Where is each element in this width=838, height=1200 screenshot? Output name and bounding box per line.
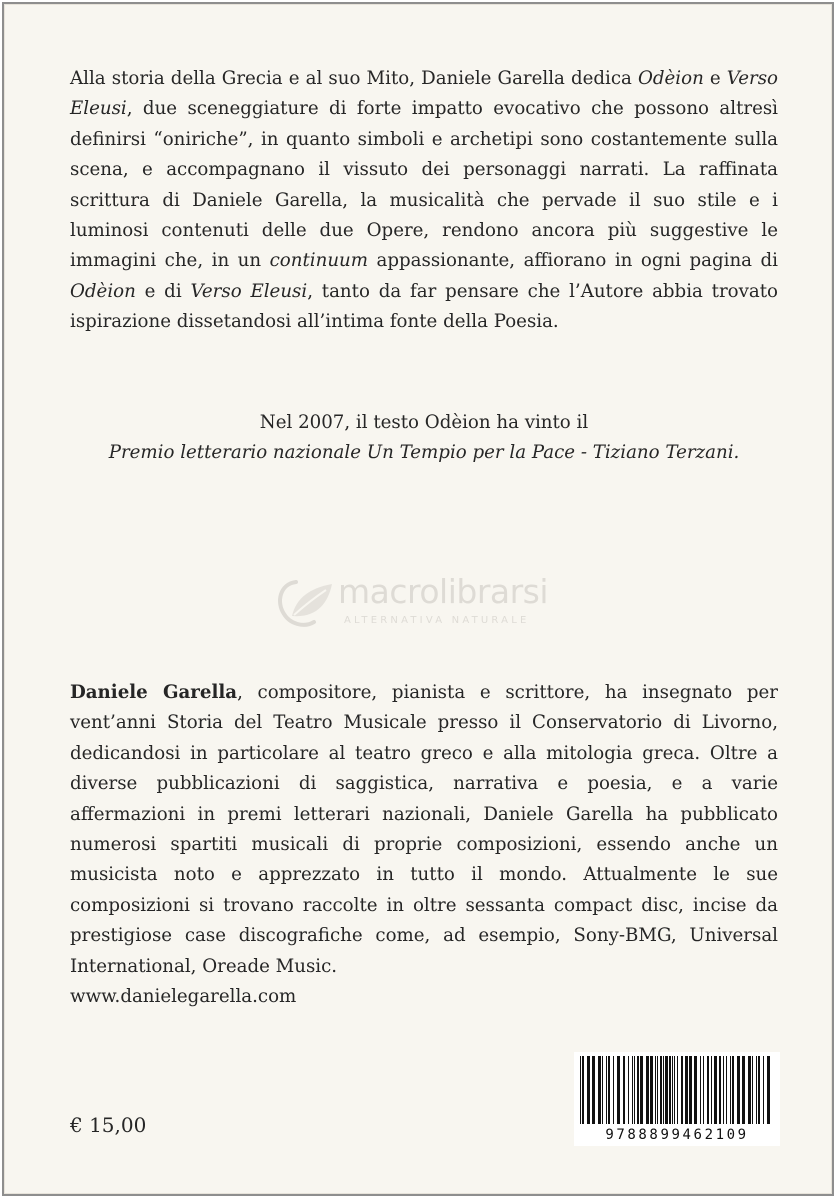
barcode-bar <box>660 1056 662 1124</box>
barcode-bar <box>767 1056 770 1124</box>
barcode-bar <box>756 1056 757 1124</box>
barcode-bar <box>613 1056 614 1124</box>
author-website: www.danielegarella.com <box>70 986 297 1008</box>
barcode-bar <box>646 1056 649 1124</box>
barcode-bar <box>628 1056 629 1124</box>
barcode-bar <box>655 1056 656 1124</box>
author-name: Daniele Garella <box>70 682 238 703</box>
barcode-bar <box>677 1056 678 1124</box>
barcode-bar <box>689 1056 692 1124</box>
description-text-6: , tanto da far pensare che l’Autore abbia trovato ispirazione dissetandosi all’intima fonte della Poesia. <box>70 280 778 333</box>
description-text-4: appassionante, affiorano in ogni pagina di <box>368 250 778 272</box>
barcode-bar <box>580 1056 581 1124</box>
price: € 15,00 <box>70 1113 147 1137</box>
barcode-bar <box>665 1056 668 1124</box>
barcode-bar <box>711 1056 712 1124</box>
leaf-logo-icon <box>274 576 336 630</box>
barcode-bar <box>707 1056 709 1124</box>
barcode-bar <box>730 1056 731 1124</box>
award-note <box>44 408 804 469</box>
title-verso-eleusi-2: Verso Eleusi <box>190 280 308 302</box>
barcode-bar <box>694 1056 697 1124</box>
barcode-bar <box>737 1056 740 1124</box>
barcode-bar <box>703 1056 704 1124</box>
barcode-bar <box>672 1056 673 1124</box>
barcode-bar <box>674 1056 675 1124</box>
barcode-bar <box>640 1056 643 1124</box>
barcode-bar <box>634 1056 635 1124</box>
description-text-5: e di <box>135 280 191 302</box>
barcode-bar <box>681 1056 683 1124</box>
description-text-3: , due sceneggiature di forte impatto evocativo che possono altresì definirsi “oniriche”, in quanto simboli e archetipi sono costantemente sulla scena, e accompagnano il vissuto dei personaggi narrati. La raffinata scrittura di Daniele Garella, la musicalità che pervade il suo stile e i luminosi contenuti delle due Opere, rendono ancora più suggestive le immagini che, in un <box>70 98 778 272</box>
barcode-number: 9788899462109 <box>574 1126 780 1144</box>
title-odeion: Odèion <box>637 68 704 89</box>
barcode-bar <box>758 1056 760 1124</box>
watermark <box>274 572 574 634</box>
barcode-bar <box>752 1056 753 1124</box>
title-verso-eleusi: Verso Eleusi <box>70 68 779 120</box>
barcode-bar <box>700 1056 701 1124</box>
award-line-2 <box>44 438 804 468</box>
barcode-bar <box>732 1056 734 1124</box>
barcode-bar <box>714 1056 717 1124</box>
barcode-bar <box>723 1056 724 1124</box>
bio-text: , compositore, pianista e scrittore, ha insegnato per vent’anni Storia del Teatro Musicale presso il Conservatorio di Livorno, dedicandosi in particolare al teatro greco e alla mitologia greca. Oltre a diverse pubblicazioni di saggistica, narrativa e poesia, e a varie affermazioni in premi letterari nazionali, Daniele Garella ha pubblicato numerosi spartiti musicali di proprie composizioni, essendo anche un musicista noto e apprezzato in tutto il mondo. Attualmente le sue composizioni si trovano raccolte in oltre sessanta compact disc, incise da prestigiose case discografiche come, ad esempio, Sony-BMG, Universal International, Oreade Music. <box>70 682 778 977</box>
watermark-tagline: ALTERNATIVA NATURALE <box>344 615 530 626</box>
barcode-bar <box>685 1056 688 1124</box>
barcode-bar <box>637 1056 639 1124</box>
barcode-bar <box>632 1056 633 1124</box>
barcode-bar <box>582 1056 584 1124</box>
barcode-bar <box>748 1056 751 1124</box>
barcode-bar <box>617 1056 620 1124</box>
barcode-bar <box>608 1056 610 1124</box>
barcode-bar <box>663 1056 664 1124</box>
award-prize-name: Premio letterario nazionale Un Tempio per la Pace - Tiziano Terzani. <box>108 442 740 464</box>
barcode <box>574 1052 780 1146</box>
book-back-cover <box>2 2 834 1196</box>
barcode-bar <box>726 1056 727 1124</box>
award-line-1: Nel 2007, il testo Odèion ha vinto il <box>259 412 589 433</box>
barcode-bar <box>602 1056 603 1124</box>
barcode-bar <box>606 1056 607 1124</box>
barcode-bar <box>598 1056 601 1124</box>
description-text-2: e <box>703 68 727 89</box>
barcode-bar <box>742 1056 745 1124</box>
barcode-bar <box>592 1056 595 1124</box>
barcode-bar <box>650 1056 653 1124</box>
title-odeion-2: Odèion <box>70 280 136 302</box>
term-continuum: continuum <box>269 250 368 272</box>
watermark-name: macrolibrarsi <box>338 572 549 611</box>
barcode-bar <box>763 1056 764 1124</box>
barcode-bar <box>623 1056 625 1124</box>
barcode-bar <box>587 1056 590 1124</box>
book-description <box>70 64 778 338</box>
barcode-bar <box>669 1056 671 1124</box>
barcode-bar <box>719 1056 721 1124</box>
barcode-bar <box>657 1056 658 1124</box>
description-text-1: Alla storia della Grecia e al suo Mito, Daniele Garella dedica <box>70 68 638 89</box>
author-bio <box>70 678 778 1012</box>
